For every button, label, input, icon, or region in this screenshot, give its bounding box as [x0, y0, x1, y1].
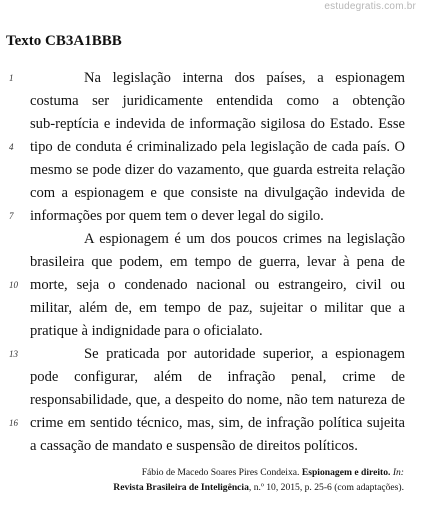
line-number: 10	[9, 280, 18, 290]
line-text: sub-reptícia e indevida de informação sigilosa do Estado. Esse	[30, 116, 405, 132]
text-title: Texto CB3A1BBB	[6, 33, 122, 49]
line-text: responsabilidade, que, a despeito do nome, não tem natureza de	[30, 392, 405, 408]
text-line	[0, 136, 425, 159]
citation-work: Espionagem e direito.	[301, 467, 391, 478]
text-line	[0, 251, 425, 274]
text-line	[0, 159, 425, 182]
text-line	[0, 205, 425, 228]
text-line	[0, 320, 425, 343]
text-line	[0, 67, 425, 90]
text-line	[0, 412, 425, 435]
line-number: 13	[9, 349, 18, 359]
line-text: militar, além de, em tempo de paz, sujeitar o militar que a	[30, 300, 405, 316]
text-line	[0, 274, 425, 297]
citation-author: Fábio de Macedo Soares Pires Condeixa.	[141, 467, 300, 478]
line-number: 7	[9, 211, 14, 221]
text-line	[0, 113, 425, 136]
line-text: com a espionagem e que consiste na divulgação indevida de	[30, 185, 405, 201]
line-text: costuma ser juridicamente entendida como a obtenção	[30, 93, 405, 109]
line-number: 4	[9, 142, 14, 152]
text-line	[0, 366, 425, 389]
text-line	[0, 343, 425, 366]
line-number: 16	[9, 418, 18, 428]
line-text: Se praticada por autoridade superior, a espionagem	[84, 346, 405, 362]
text-line	[0, 435, 425, 458]
line-text: informações por quem tem o dever legal do sigilo.	[30, 208, 324, 224]
text-line	[0, 182, 425, 205]
text-line	[0, 90, 425, 113]
line-text: Na legislação interna dos países, a espionagem	[84, 70, 405, 86]
line-text: pratique à indignidade para o oficialato.	[30, 323, 263, 339]
line-text: mesmo se pode dizer do vazamento, que guarda estreita relação	[30, 162, 405, 178]
citation-journal: Revista Brasileira de Inteligência	[113, 482, 249, 493]
line-text: a cassação de mandato e suspensão de direitos políticos.	[30, 438, 358, 454]
citation	[40, 465, 404, 495]
citation-in-label: In:	[392, 467, 404, 478]
line-text: crime em sentido técnico, mas, sim, de infração política sujeita	[30, 415, 405, 431]
text-line	[0, 297, 425, 320]
text-line	[0, 228, 425, 251]
line-text: morte, seja o condenado nacional ou estrangeiro, civil ou	[30, 277, 405, 293]
line-text: pode configurar, além de infração penal, crime de	[30, 369, 405, 385]
line-text: brasileira que podem, em tempo de guerra, levar à pena de	[30, 254, 405, 270]
line-text: tipo de conduta é criminalizado pela legislação de cada país. O	[30, 139, 405, 155]
text-line	[0, 389, 425, 412]
watermark: estudegratis.com.br	[324, 1, 416, 12]
line-text: A espionagem é um dos poucos crimes na legislação	[84, 231, 405, 247]
citation-details: , n.º 10, 2015, p. 25-6 (com adaptações).	[248, 482, 404, 493]
line-number: 1	[9, 73, 14, 83]
